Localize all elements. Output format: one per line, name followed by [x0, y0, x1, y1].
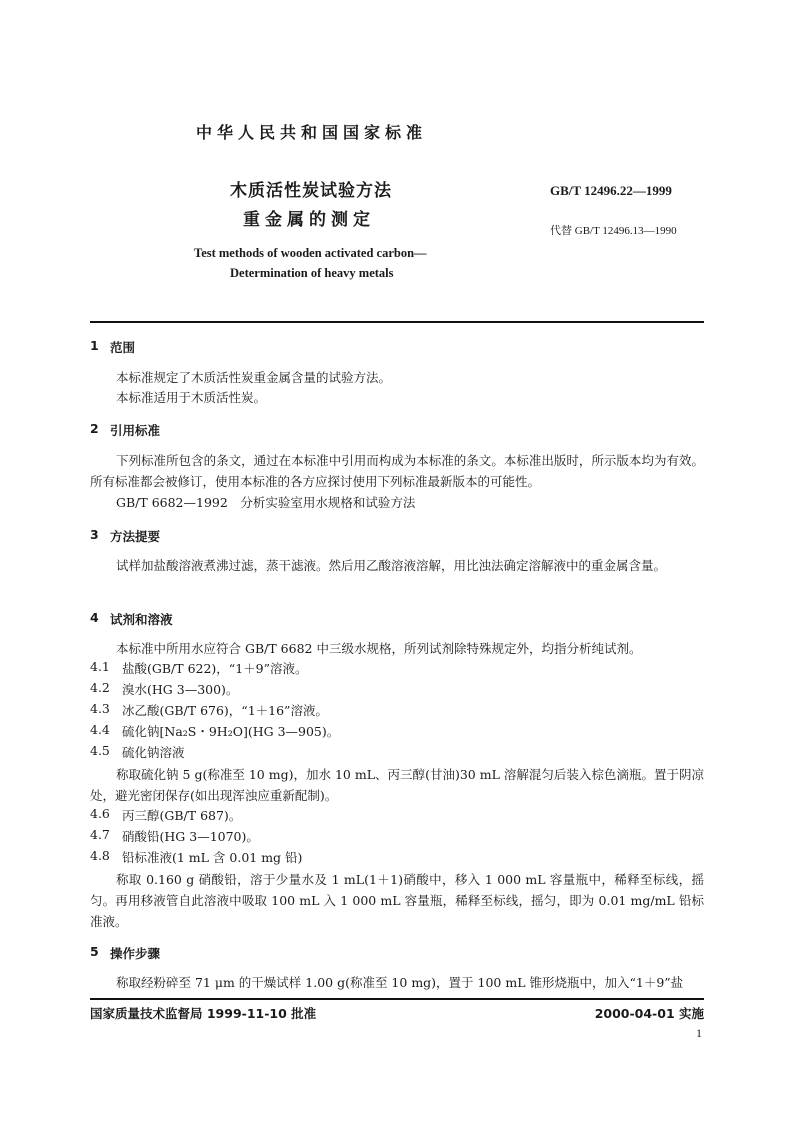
item-4-5-number: 4.5	[90, 743, 110, 758]
title-line-2: 重金属的测定	[243, 210, 375, 230]
section-5-para-1: 称取经粉碎至 71 μm 的干燥试样 1.00 g(称准至 10 mg)，置于 100 mL 锥形烧瓶中，加入“1＋9”盐	[116, 975, 684, 990]
section-2-title: 引用标准	[110, 423, 161, 438]
item-4-5-text: 硫化钠溶液	[122, 745, 185, 760]
section-3-para-1: 试样加盐酸溶液煮沸过滤，蒸干滤液。然后用乙酸溶液溶解，用比浊法确定溶解液中的重金属含量。	[116, 558, 667, 573]
section-1-number: 1	[90, 338, 99, 353]
section-1-para-2: 本标准适用于木质活性炭。	[116, 390, 267, 405]
item-4-4-text: 硫化钠[Na₂S・9H₂O](HG 3—905)。	[122, 724, 340, 739]
replaces-note: 代替 GB/T 12496.13—1990	[550, 225, 677, 237]
page-number: 1	[696, 1026, 702, 1040]
item-4-3-text: 冰乙酸(GB/T 676)，“1＋16”溶液。	[122, 703, 328, 718]
section-5-number: 5	[90, 944, 99, 959]
section-5-title: 操作步骤	[110, 946, 161, 961]
item-4-8-number: 4.8	[90, 848, 110, 863]
section-1-para-1: 本标准规定了木质活性炭重金属含量的试验方法。	[116, 370, 392, 385]
item-4-2-number: 4.2	[90, 680, 110, 695]
footer-divider	[90, 998, 704, 1000]
section-4-intro: 本标准中所用水应符合 GB/T 6682 中三级水规格，所列试剂除特殊规定外，均指分析纯试剂。	[116, 641, 642, 656]
section-3-title: 方法提要	[110, 529, 161, 544]
national-standard-label: 中华人民共和国国家标准	[196, 123, 428, 142]
title-line-1: 木质活性炭试验方法	[230, 181, 392, 201]
item-4-5-para: 称取硫化钠 5 g(称准至 10 mg)，加水 10 mL、丙三醇(甘油)30 mL 溶解混匀后装入棕色滴瓶。置于阴凉处，避光密闭保存(如出现浑浊应重新配制)。	[90, 767, 704, 803]
item-4-6-text: 丙三醇(GB/T 687)。	[122, 808, 242, 823]
item-4-7-number: 4.7	[90, 827, 110, 842]
section-3-number: 3	[90, 527, 99, 542]
section-1-title: 范围	[110, 340, 136, 355]
standard-code: GB/T 12496.22—1999	[550, 183, 672, 198]
item-4-1-text: 盐酸(GB/T 622)，“1＋9”溶液。	[122, 661, 308, 676]
item-4-8-text: 铅标准液(1 mL 含 0.01 mg 铅)	[122, 850, 303, 865]
english-title-line-2: Determination of heavy metals	[230, 266, 394, 280]
item-4-6-number: 4.6	[90, 806, 110, 821]
header-divider	[90, 321, 704, 323]
item-4-3-number: 4.3	[90, 701, 110, 716]
section-4-number: 4	[90, 610, 99, 625]
english-title-line-1: Test methods of wooden activated carbon—	[194, 246, 427, 260]
section-2-para-1: 下列标准所包含的条文，通过在本标准中引用而构成为本标准的条文。本标准出版时，所示版本均为有效。所有标准都会被修订，使用本标准的各方应探讨使用下列标准最新版本的可能性。	[90, 453, 704, 489]
item-4-8-para: 称取 0.160 g 硝酸铅，溶于少量水及 1 mL(1＋1)硝酸中，移入 1 000 mL 容量瓶中，稀释至标线，摇匀。再用移液管自此溶液中吸取 100 mL 入 1 000 mL 容量瓶，稀释至标线，摇匀，即为 0.01 mg/mL 铅标准液。	[90, 872, 704, 929]
section-2-number: 2	[90, 421, 99, 436]
approval-date: 国家质量技术监督局 1999-11-10 批准	[90, 1006, 317, 1021]
item-4-7-text: 硝酸铅(HG 3—1070)。	[122, 829, 259, 844]
section-2-reference: GB/T 6682—1992 分析实验室用水规格和试验方法	[116, 495, 416, 510]
item-4-1-number: 4.1	[90, 659, 110, 674]
item-4-2-text: 溴水(HG 3—300)。	[122, 682, 239, 697]
item-4-4-number: 4.4	[90, 722, 110, 737]
effective-date: 2000-04-01 实施	[594, 1006, 704, 1021]
section-4-title: 试剂和溶液	[110, 612, 173, 627]
